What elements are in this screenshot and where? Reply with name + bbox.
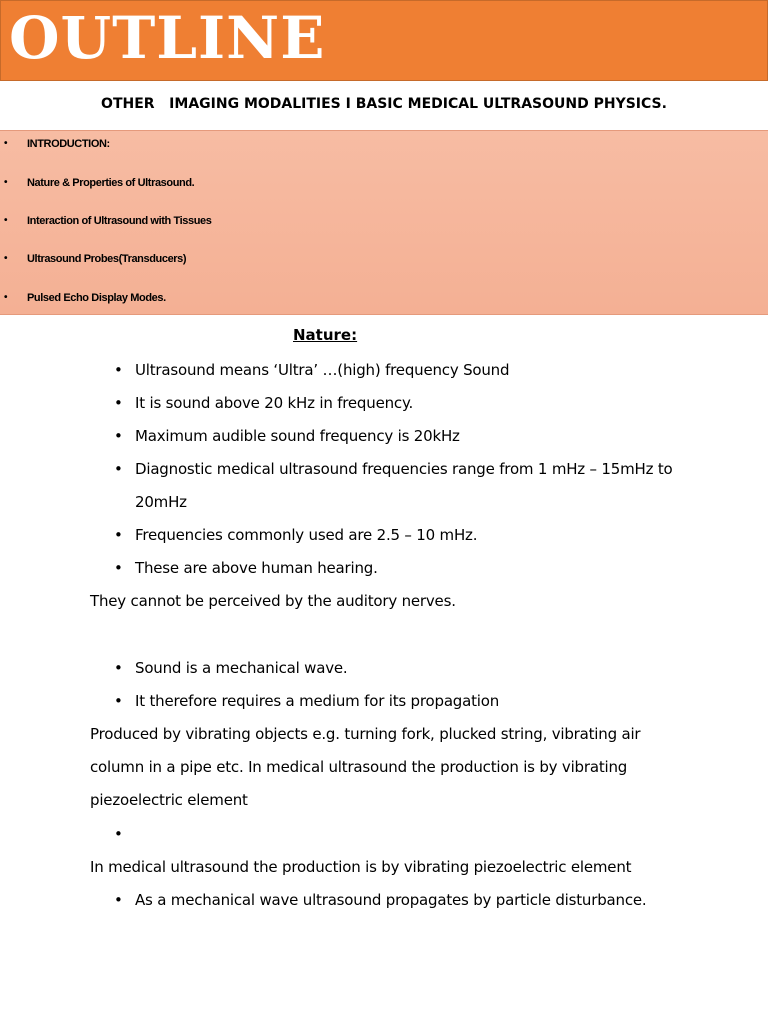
bullet-marker: • <box>114 891 123 909</box>
bullet-marker: • <box>114 559 123 577</box>
body-line: column in a pipe etc. In medical ultrasound the production is by vibrating <box>90 758 628 776</box>
page-title: OUTLINE <box>9 4 326 72</box>
body-line: Diagnostic medical ultrasound frequencies range from 1 mHz – 15mHz to <box>135 460 673 478</box>
body-line: It is sound above 20 kHz in frequency. <box>135 394 414 412</box>
outline-box <box>0 130 768 315</box>
document-subtitle: OTHER IMAGING MODALITIES I BASIC MEDICAL ULTRASOUND PHYSICS. <box>101 96 667 112</box>
body-line: They cannot be perceived by the auditory nerves. <box>90 592 456 610</box>
bullet-marker: • <box>114 427 123 445</box>
body-line: Ultrasound means ‘Ultra’ …(high) frequency Sound <box>135 361 510 379</box>
outline-item-label: Nature & Properties of Ultrasound. <box>27 177 195 189</box>
bullet-marker: • <box>114 825 123 843</box>
bullet-marker: • <box>4 253 8 264</box>
bullet-marker: • <box>4 177 8 188</box>
outline-item-label: Interaction of Ultrasound with Tissues <box>27 215 212 227</box>
body-line: piezoelectric element <box>90 791 248 809</box>
outline-item <box>0 211 760 231</box>
bullet-marker: • <box>114 692 123 710</box>
bullet-marker: • <box>114 361 123 379</box>
bullet-marker: • <box>4 215 8 226</box>
section-heading-nature: Nature: <box>293 326 358 344</box>
body-line: As a mechanical wave ultrasound propagates by particle disturbance. <box>135 891 647 909</box>
bullet-marker: • <box>114 526 123 544</box>
header-banner <box>0 0 768 81</box>
body-line: Produced by vibrating objects e.g. turning fork, plucked string, vibrating air <box>90 725 641 743</box>
body-line: Maximum audible sound frequency is 20kHz <box>135 427 460 445</box>
body-line: Sound is a mechanical wave. <box>135 659 348 677</box>
outline-item-label: Ultrasound Probes(Transducers) <box>27 253 187 265</box>
outline-item <box>0 288 760 308</box>
outline-item <box>0 173 760 193</box>
bullet-marker: • <box>4 292 8 303</box>
body-line: These are above human hearing. <box>135 559 378 577</box>
outline-item-label: INTRODUCTION: <box>27 138 110 150</box>
outline-item <box>0 249 760 269</box>
bullet-marker: • <box>4 138 8 149</box>
outline-item <box>0 134 760 154</box>
body-line: It therefore requires a medium for its propagation <box>135 692 500 710</box>
body-line: Frequencies commonly used are 2.5 – 10 mHz. <box>135 526 478 544</box>
bullet-marker: • <box>114 394 123 412</box>
body-line: In medical ultrasound the production is by vibrating piezoelectric element <box>90 858 632 876</box>
body-line: 20mHz <box>135 493 187 511</box>
bullet-marker: • <box>114 659 123 677</box>
outline-item-label: Pulsed Echo Display Modes. <box>27 292 166 304</box>
bullet-marker: • <box>114 460 123 478</box>
